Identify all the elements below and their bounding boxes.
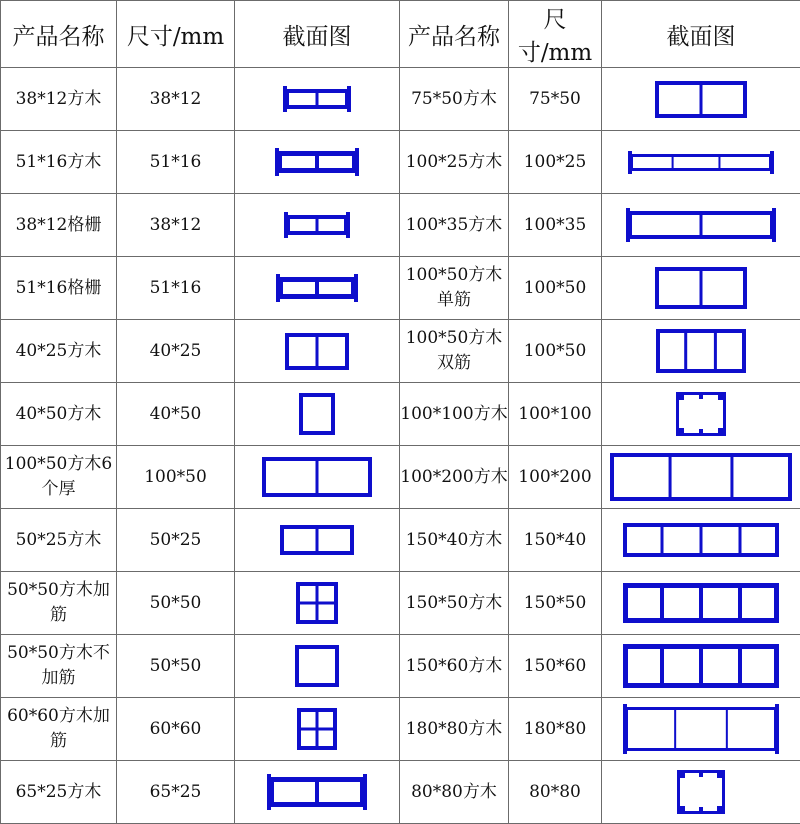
section-cell (235, 68, 400, 131)
product-name-cell-text: 80*80方木 (411, 780, 497, 805)
section-cell (235, 509, 400, 572)
size-cell (117, 194, 235, 257)
product-name-cell (1, 257, 117, 320)
section-corner-tick (699, 773, 703, 777)
product-name-cell-text: 100*25方木 (406, 150, 503, 175)
product-name-cell (400, 68, 509, 131)
section-outline (301, 395, 333, 433)
section-flange (347, 86, 351, 112)
section-cell-drawing (649, 261, 753, 315)
section-cell-drawing (256, 451, 378, 503)
size-cell-text: 80*80 (529, 780, 581, 805)
section-cell-drawing (617, 517, 785, 563)
section-flange (284, 212, 288, 238)
product-name-cell (1, 68, 117, 131)
section-outline (679, 772, 724, 813)
product-name-cell (400, 698, 509, 761)
size-cell-text: 100*100 (518, 402, 591, 427)
section-cell (602, 131, 800, 194)
section-cell-drawing (279, 327, 355, 376)
section-corner-tick (680, 806, 685, 811)
section-cell-drawing (293, 387, 341, 441)
section-cell (235, 446, 400, 509)
section-corner-tick (717, 806, 722, 811)
product-name-cell (1, 383, 117, 446)
section-cell-drawing (624, 148, 778, 177)
product-name-cell-text: 40*50方木 (16, 402, 102, 427)
section-corner-tick (679, 395, 684, 400)
section-cell-drawing (279, 83, 355, 115)
section-cell-drawing (617, 638, 785, 694)
section-outline (632, 155, 771, 169)
section-cell (235, 320, 400, 383)
header-name-right: 产品名称 (400, 1, 509, 68)
section-flange (363, 774, 367, 810)
product-name-cell (1, 320, 117, 383)
size-cell (117, 131, 235, 194)
section-outline (678, 394, 725, 435)
section-flange (355, 148, 359, 176)
section-flange (770, 151, 774, 174)
product-name-cell (1, 572, 117, 635)
size-cell-text: 50*50 (150, 654, 202, 679)
product-name-cell-text: 100*50方木双筋 (400, 326, 508, 376)
product-name-cell (1, 635, 117, 698)
section-cell (602, 635, 800, 698)
section-cell (602, 383, 800, 446)
section-cell-drawing (272, 271, 362, 305)
product-name-cell (400, 194, 509, 257)
product-name-cell (1, 446, 117, 509)
product-name-cell-text: 100*50方木6个厚 (4, 452, 114, 502)
size-cell (509, 509, 602, 572)
section-cell (602, 761, 800, 824)
table-row (1, 194, 800, 257)
table-row (1, 257, 800, 320)
section-cell (602, 194, 800, 257)
section-outline (627, 709, 776, 750)
section-cell-drawing (274, 519, 360, 561)
size-cell (509, 572, 602, 635)
size-cell-text: 100*50 (144, 465, 207, 490)
table-row (1, 572, 800, 635)
section-flange (275, 148, 279, 176)
section-cell-drawing (280, 209, 354, 241)
size-cell-text: 50*50 (150, 591, 202, 616)
product-name-cell-text: 38*12格栅 (16, 213, 102, 238)
table-row (1, 509, 800, 572)
section-corner-tick (699, 807, 703, 811)
section-flange (267, 774, 271, 810)
size-cell (117, 383, 235, 446)
product-name-cell-text: 50*50方木不加筋 (4, 641, 114, 691)
size-cell-text: 40*25 (150, 339, 202, 364)
size-cell (509, 257, 602, 320)
product-name-cell-text: 50*50方木加筋 (4, 578, 114, 628)
section-cell-drawing (291, 702, 343, 756)
table-row (1, 698, 800, 761)
product-name-cell-text: 51*16方木 (16, 150, 102, 175)
section-outline (658, 331, 744, 371)
size-cell-text: 51*16 (150, 150, 202, 175)
product-name-cell (1, 194, 117, 257)
section-cell-drawing (604, 447, 798, 507)
size-cell-text: 40*50 (150, 402, 202, 427)
section-flange (626, 208, 630, 242)
product-name-cell (1, 698, 117, 761)
product-name-cell-text: 150*40方木 (406, 528, 503, 553)
size-cell-text: 100*25 (524, 150, 587, 175)
product-name-cell (400, 383, 509, 446)
product-name-cell-text: 180*80方木 (406, 717, 503, 742)
size-cell (117, 446, 235, 509)
section-flange (775, 704, 779, 754)
product-name-cell-text: 100*100方木 (400, 402, 507, 427)
section-cell (235, 572, 400, 635)
section-cell (235, 131, 400, 194)
size-cell-text: 50*25 (150, 528, 202, 553)
size-cell-text: 100*50 (524, 276, 587, 301)
section-corner-tick (718, 428, 723, 433)
section-corner-tick (718, 395, 723, 400)
section-flange (276, 274, 280, 302)
section-cell (602, 257, 800, 320)
product-name-cell-text: 100*35方木 (406, 213, 503, 238)
section-cell-drawing (671, 764, 731, 820)
section-cell-drawing (290, 576, 344, 630)
product-name-cell (400, 131, 509, 194)
header-row (1, 1, 800, 68)
section-flange (283, 86, 287, 112)
section-cell (602, 320, 800, 383)
size-cell (117, 635, 235, 698)
section-corner-tick (717, 773, 722, 778)
size-cell (509, 68, 602, 131)
size-cell-text: 150*60 (524, 654, 587, 679)
size-cell-text: 65*25 (150, 780, 202, 805)
product-name-cell-text: 100*50方木单筋 (400, 263, 508, 313)
product-name-cell (400, 635, 509, 698)
section-cell-drawing (271, 145, 363, 179)
section-flange (628, 151, 632, 174)
product-name-cell (1, 761, 117, 824)
section-cell-drawing (650, 323, 752, 379)
section-corner-tick (699, 395, 703, 399)
size-cell-text: 180*80 (524, 717, 587, 742)
section-cell (602, 446, 800, 509)
section-cell-drawing (670, 386, 732, 442)
section-flange (772, 208, 776, 242)
product-name-cell (400, 509, 509, 572)
section-cell (235, 257, 400, 320)
product-name-cell (400, 761, 509, 824)
section-cell-drawing (289, 639, 345, 693)
table-row (1, 320, 800, 383)
header-size-right: 尺寸/mm (509, 1, 602, 68)
section-cell (602, 698, 800, 761)
size-cell-text: 100*50 (524, 339, 587, 364)
section-flange (623, 704, 627, 754)
section-cell (602, 68, 800, 131)
section-cell (235, 698, 400, 761)
table-row (1, 131, 800, 194)
size-cell (509, 131, 602, 194)
product-name-cell-text: 50*25方木 (16, 528, 102, 553)
size-cell (117, 257, 235, 320)
product-name-cell (400, 572, 509, 635)
header-section-left: 截面图 (235, 1, 400, 68)
size-cell-text: 100*35 (524, 213, 587, 238)
section-corner-tick (699, 429, 703, 433)
section-corner-tick (680, 773, 685, 778)
section-flange (346, 212, 350, 238)
size-cell (117, 68, 235, 131)
size-cell-text: 150*50 (524, 591, 587, 616)
size-cell-text: 75*50 (529, 87, 581, 112)
header-section-right: 截面图 (602, 1, 800, 68)
product-name-cell-text: 150*60方木 (406, 654, 503, 679)
product-name-cell-text: 60*60方木加筋 (4, 704, 114, 754)
table-row (1, 383, 800, 446)
product-name-cell (1, 131, 117, 194)
product-name-cell-text: 150*50方木 (406, 591, 503, 616)
size-cell (509, 194, 602, 257)
product-name-cell-text: 65*25方木 (16, 780, 102, 805)
section-cell (235, 383, 400, 446)
size-cell (117, 509, 235, 572)
section-cell-drawing (649, 75, 753, 124)
product-name-cell-text: 38*12方木 (16, 87, 102, 112)
section-cell-drawing (617, 577, 785, 629)
section-corner-tick (679, 428, 684, 433)
product-name-cell-text: 100*200方木 (400, 465, 507, 490)
section-cell-drawing (619, 701, 783, 757)
size-cell (117, 572, 235, 635)
section-outline (612, 455, 790, 499)
size-cell-text: 38*12 (150, 213, 202, 238)
size-cell-text: 100*200 (518, 465, 591, 490)
product-name-cell-text: 40*25方木 (16, 339, 102, 364)
header-size-left: 尺寸/mm (117, 1, 235, 68)
size-cell (509, 761, 602, 824)
product-name-cell-text: 51*16格栅 (16, 276, 102, 301)
table-row (1, 761, 800, 824)
section-cell-drawing (622, 205, 780, 245)
section-cell (602, 509, 800, 572)
product-name-cell (1, 509, 117, 572)
section-cell (235, 194, 400, 257)
size-cell-text: 51*16 (150, 276, 202, 301)
product-name-cell-text: 75*50方木 (411, 87, 497, 112)
size-cell-text: 60*60 (150, 717, 202, 742)
size-cell (509, 383, 602, 446)
product-name-cell (400, 257, 509, 320)
section-cell (235, 635, 400, 698)
size-cell (509, 320, 602, 383)
size-cell-text: 150*40 (524, 528, 587, 553)
product-name-cell (400, 320, 509, 383)
section-cell (602, 572, 800, 635)
size-cell (509, 698, 602, 761)
product-name-cell (400, 446, 509, 509)
size-cell (509, 635, 602, 698)
table-row (1, 68, 800, 131)
size-cell (117, 761, 235, 824)
size-cell (117, 698, 235, 761)
header-name-left: 产品名称 (1, 1, 117, 68)
size-cell-text: 38*12 (150, 87, 202, 112)
table-row (1, 446, 800, 509)
section-cell (235, 761, 400, 824)
section-cell-drawing (263, 771, 371, 813)
section-flange (354, 274, 358, 302)
section-outline (297, 647, 337, 685)
size-cell (117, 320, 235, 383)
table-row (1, 635, 800, 698)
size-cell (509, 446, 602, 509)
